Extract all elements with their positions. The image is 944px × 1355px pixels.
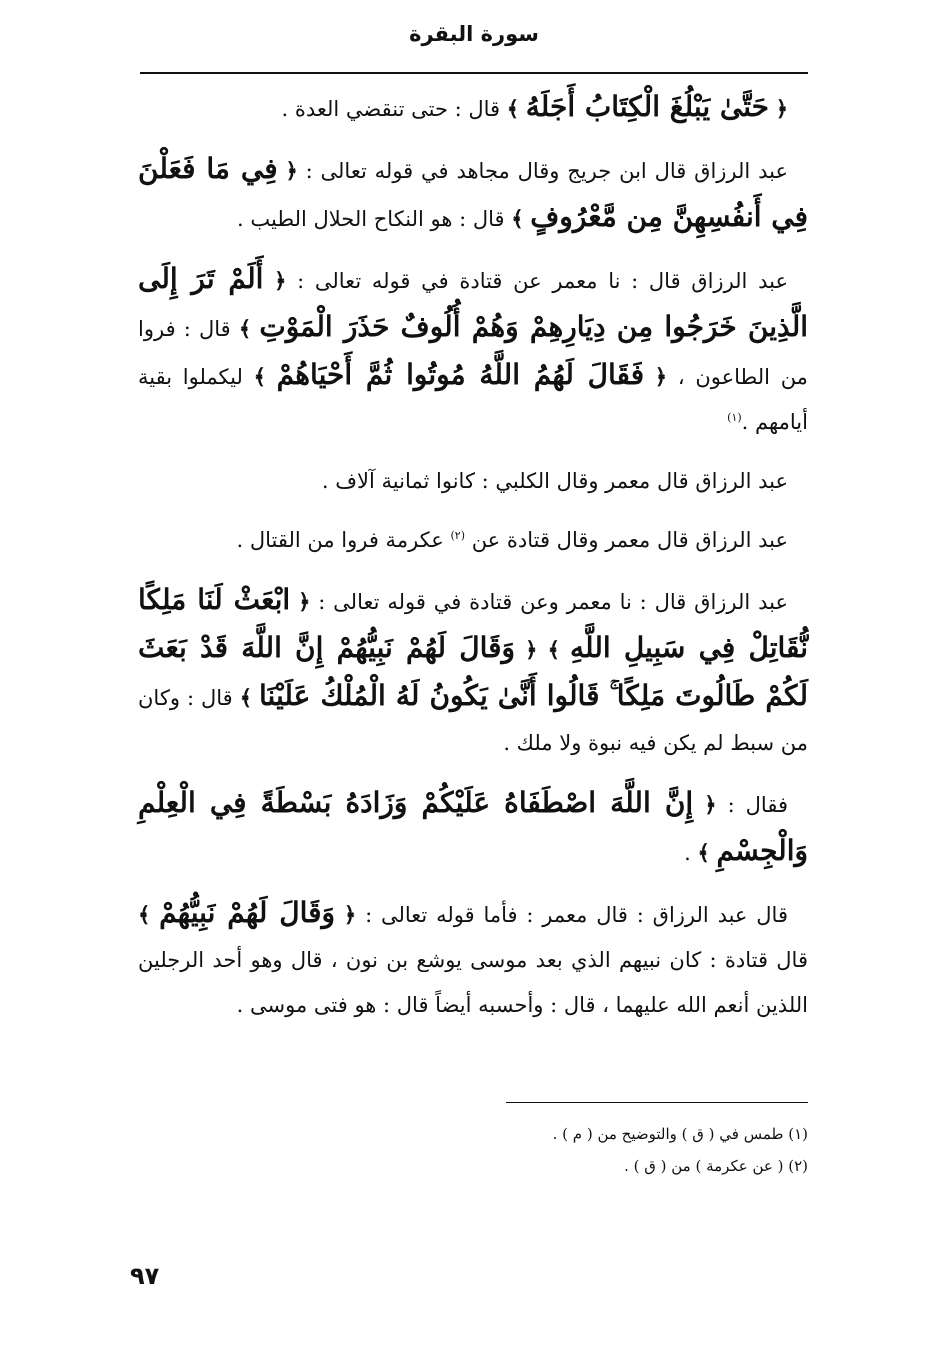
paragraph-text: فقال : (727, 793, 788, 817)
paragraph-text: قال عبد الرزاق : قال معمر : فأما قوله تعالى : (365, 903, 788, 927)
quran-bracket-close: ﴾ (239, 685, 252, 710)
quran-bracket-close: ﴾ (697, 840, 710, 865)
quran-bracket-close: ﴾ (253, 364, 266, 389)
quran-bracket-close: ﴾ (238, 316, 252, 341)
paragraph-6 (138, 577, 808, 766)
page-number: ٩٧ (130, 1262, 160, 1290)
quran-bracket-open: ﴿ (274, 268, 287, 293)
quran-bracket-close: ﴾ (547, 637, 560, 662)
paragraph-text: عبد الرزاق قال ابن جريج وقال مجاهد في قوله تعالى : (305, 159, 788, 183)
quran-verse: ابْعَثْ لَنَا مَلِكًا نُّقَاتِلْ فِي سَبِيلِ اللَّهِ (138, 583, 808, 664)
paragraph-text: عبد الرزاق قال معمر وقال الكلبي : كانوا ثمانية آلاف . (321, 469, 788, 493)
footnote-rule (506, 1102, 808, 1103)
quran-verse: وَقَالَ لَهُمْ نَبِيُّهُمْ إِنَّ اللَّهَ قَدْ بَعَثَ لَكُمْ طَالُوتَ مَلِكًا ۚ قَالُوا أَنَّىٰ يَكُونُ لَهُ الْمُلْكُ عَلَيْنَا (138, 631, 808, 712)
paragraph-text: قال : فروا من الطاعون ، (138, 317, 808, 389)
quran-bracket-open: ﴿ (298, 589, 311, 614)
paragraph-text: عكرمة فروا من القتال . (236, 528, 444, 552)
footnote-marker: (٢) (450, 529, 465, 542)
quran-verse: حَتَّىٰ يَبْلُغَ الْكِتَابُ أَجَلَهُ (525, 90, 769, 123)
paragraph-7 (138, 780, 808, 876)
paragraph-5 (138, 518, 808, 563)
paragraph-4 (138, 459, 808, 504)
paragraph-3 (138, 256, 808, 445)
paragraph-2 (138, 146, 808, 242)
header-rule (140, 72, 808, 74)
quran-verse: إِنَّ اللَّهَ اصْطَفَاهُ عَلَيْكُمْ وَزَادَهُ بَسْطَةً فِي الْعِلْمِ وَالْجِسْمِ (138, 786, 808, 867)
paragraph-text: قال قتادة : كان نبيهم الذي بعد موسى يوشع بن نون ، قال وهو أحد الرجلين اللذين أنعم الله عليهما ، قال : وأحسبه أيضاً قال : هو فتى موسى . (138, 948, 808, 1017)
quran-bracket-open: ﴿ (343, 902, 357, 927)
quran-bracket-open: ﴿ (285, 158, 298, 183)
paragraph-text: قال : هو النكاح الحلال الطيب . (237, 207, 505, 231)
footnotes (430, 1118, 808, 1182)
paragraph-text: عبد الرزاق قال معمر وقال قتادة عن (471, 528, 788, 552)
footnote-1: (١) طمس في ( ق ) والتوضيح من ( م ) . (552, 1125, 808, 1143)
paragraph-text: عبد الرزاق قال : نا معمر عن قتادة في قوله تعالى : (297, 269, 788, 293)
quran-bracket-close: ﴾ (506, 96, 520, 121)
footnote-marker: (١) (727, 411, 742, 424)
quran-bracket-open: ﴿ (704, 792, 717, 817)
quran-bracket-open: ﴿ (775, 96, 788, 121)
page-body (138, 84, 808, 1042)
paragraph-text: ليكملوا بقية أيامهم . (138, 365, 808, 434)
paragraph-1 (138, 84, 808, 132)
quran-verse: أَلَمْ تَرَ إِلَى الَّذِينَ خَرَجُوا مِن دِيَارِهِمْ وَهُمْ أُلُوفٌ حَذَرَ الْمَوْتِ (138, 262, 809, 343)
quran-bracket-close: ﴾ (138, 902, 151, 927)
paragraph-text: . (684, 841, 691, 865)
quran-verse: فَقَالَ لَهُمُ اللَّهُ مُوتُوا ثُمَّ أَحْيَاهُمْ (276, 358, 645, 391)
quran-bracket-close: ﴾ (511, 206, 524, 231)
quran-bracket-open: ﴿ (525, 637, 538, 662)
paragraph-8 (138, 890, 808, 1028)
paragraph-text: قال : حتى تنقضي العدة . (281, 97, 501, 121)
quran-bracket-open: ﴿ (654, 364, 668, 389)
paragraph-text: قال : وكان من سبط لم يكن فيه نبوة ولا ملك . (138, 686, 808, 755)
quran-verse: فِي مَا فَعَلْنَ فِي أَنفُسِهِنَّ مِن مَّعْرُوفٍ (138, 152, 808, 233)
quran-verse: وَقَالَ لَهُمْ نَبِيُّهُمْ (159, 896, 336, 929)
footnote-2: (٢) ( عن عكرمة ) من ( ق ) . (624, 1157, 808, 1175)
running-header: سورة البقرة (409, 22, 539, 46)
paragraph-text: عبد الرزاق قال : نا معمر وعن قتادة في قوله تعالى : (318, 590, 788, 614)
